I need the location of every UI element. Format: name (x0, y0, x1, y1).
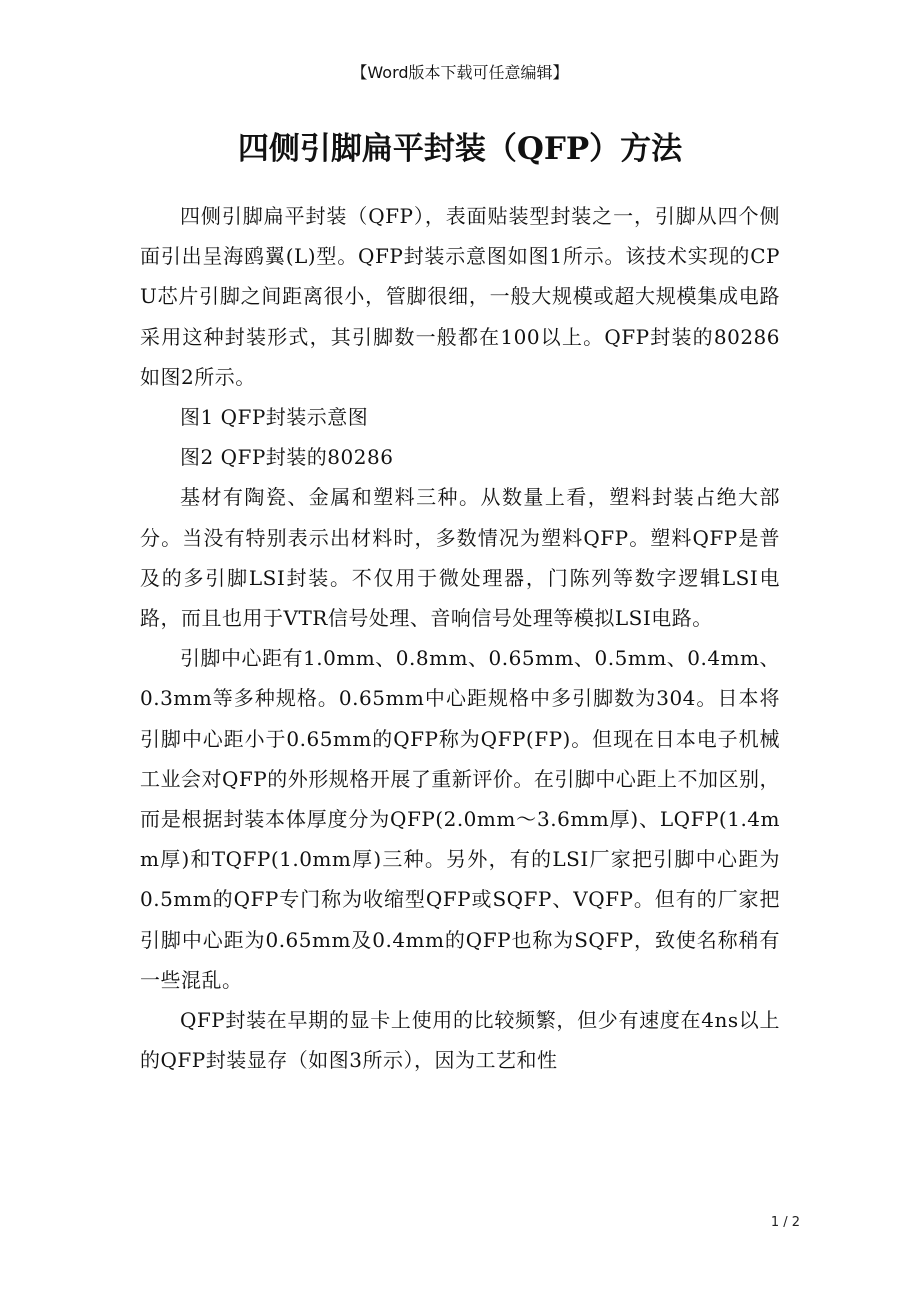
page-number: 1 / 2 (770, 1215, 800, 1230)
paragraph-intro: 四侧引脚扁平封装（QFP），表面贴装型封装之一，引脚从四个侧面引出呈海鸥翼(L)型。QFP封装示意图如图1所示。该技术实现的CPU芯片引脚之间距离很小，管脚很细，一般大规模或超大规模集成电路采用这种封装形式，其引脚数一般都在100以上。QFP封装的80286如图2所示。 (140, 204, 780, 389)
paragraph-graphics-memory: QFP封装在早期的显卡上使用的比较频繁，但少有速度在4ns以上的QFP封装显存（如图3所示），因为工艺和性 (140, 1008, 780, 1073)
document-title: 四侧引脚扁平封装（QFP）方法 (237, 131, 683, 167)
paragraph-materials: 基材有陶瓷、金属和塑料三种。从数量上看，塑料封装占绝大部分。当没有特别表示出材料时，多数情况为塑料QFP。塑料QFP是普及的多引脚LSI封装。不仅用于微处理器，门陈列等数字逻辑LSI电路，而且也用于VTR信号处理、音响信号处理等模拟LSI电路。 (140, 485, 780, 631)
document-body (140, 196, 780, 1080)
page-header: 【Word版本下载可任意编辑】 (351, 63, 569, 82)
figure-caption-2: 图2 QFP封装的80286 (180, 445, 394, 470)
figure-caption-1: 图1 QFP封装示意图 (180, 405, 369, 430)
paragraph-pin-pitch: 引脚中心距有1.0mm、0.8mm、0.65mm、0.5mm、0.4mm、0.3mm等多种规格。0.65mm中心距规格中多引脚数为304。日本将引脚中心距小于0.65mm的QFP称为QFP(FP)。但现在日本电子机械工业会对QFP的外形规格开展了重新评价。在引脚中心距上不加区别，而是根据封装本体厚度分为QFP(2.0mm～3.6mm厚)、LQFP(1.4mm厚)和TQFP(1.0mm厚)三种。另外，有的LSI厂家把引脚中心距为0.5mm的QFP专门称为收缩型QFP或SQFP、VQFP。但有的厂家把引脚中心距为0.65mm及0.4mm的QFP也称为SQFP，致使名称稍有一些混乱。 (140, 646, 780, 992)
